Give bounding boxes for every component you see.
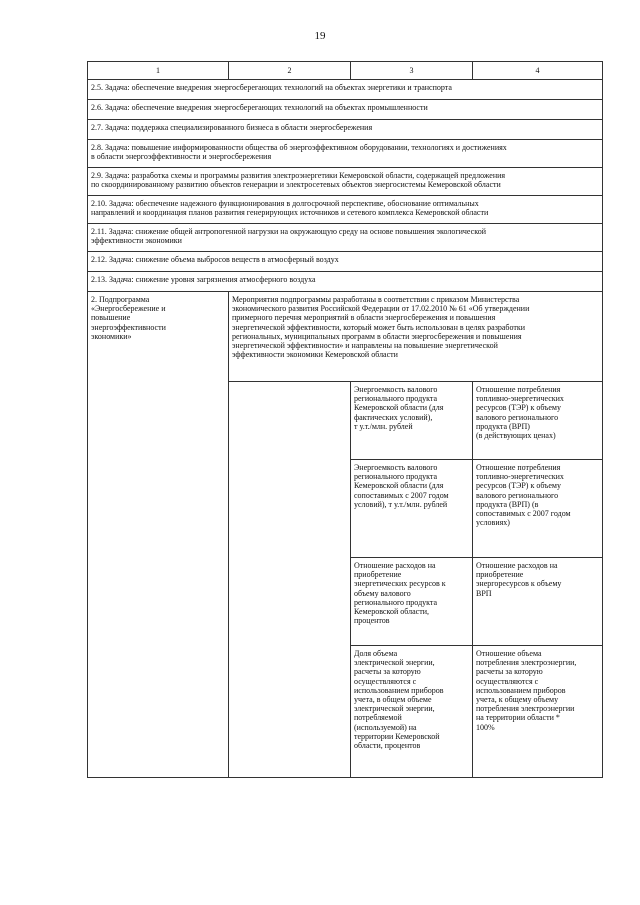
task-row (88, 168, 603, 196)
indicator-4-formula: Отношение объема потребления электроэнергии, расчеты за которую осуществляются с использованием приборов учета, к общему объему потребления электроэнергии на территории области * 100% (473, 646, 603, 778)
task-row (88, 140, 603, 168)
indicator-1-formula: Отношение потребления топливно-энергетических ресурсов (ТЭР) к объему валового регионального продукта (ВРП) (в действующих ценах) (473, 382, 603, 460)
task-row (88, 252, 603, 272)
indicator-2-name: Энергоемкость валового регионального продукта Кемеровской области (для сопоставимых с 2007 годом условий), т у.т./млн. рублей (351, 460, 473, 558)
header-col-1: 1 (88, 62, 229, 80)
subprogram-name: 2. Подпрограмма «Энергосбережение и повышение энергоэффективности экономики» (88, 292, 229, 778)
indicator-3-formula: Отношение расходов на приобретение энергоресурсов к объему ВРП (473, 558, 603, 646)
subprogram-description: Мероприятия подпрограммы разработаны в соответствии с приказом Министерства экономического развития Российской Федерации от 17.02.2010 № 61 «Об утверждении примерного перечня мероприятий в области энергосбережения и повышения энергетической эффективности, который может быть использован в целях разработки региональных, муниципальных программ в области энергосбережения и повышения энергетической эффективности» и направлены на повышение энергетической эффективности экономики Кемеровской области (229, 292, 603, 382)
task-2-9: 2.9. Задача: разработка схемы и программы развития электроэнергетики Кемеровской области, содержащей предложения по скоординированному развитию объектов генерации и электросетевых объектов энергосистемы Кемеровской области (88, 168, 603, 196)
task-2-5: 2.5. Задача: обеспечение внедрения энергосберегающих технологий на объектах энергетики и транспорта (88, 80, 603, 100)
indicator-1-name: Энергоемкость валового регионального продукта Кемеровской области (для фактических условий), т у.т./млн. рублей (351, 382, 473, 460)
task-row (88, 272, 603, 292)
task-row (88, 196, 603, 224)
indicator-4-name: Доля объема электрической энергии, расчеты за которую осуществляются с использованием приборов учета, в общем объеме электрической энергии, потребляемой (используемой) на территории Кемеровской области, процентов (351, 646, 473, 778)
empty-cell (229, 382, 351, 778)
program-table (87, 61, 603, 778)
header-row (88, 62, 603, 80)
task-2-11: 2.11. Задача: снижение общей антропогенной нагрузки на окружающую среду на основе повышения экологической эффективности экономики (88, 224, 603, 252)
page-number: 19 (314, 30, 326, 42)
task-row (88, 120, 603, 140)
header-col-3: 3 (351, 62, 473, 80)
task-row (88, 100, 603, 120)
subprogram-row (88, 292, 603, 382)
header-col-4: 4 (473, 62, 603, 80)
indicator-2-formula: Отношение потребления топливно-энергетических ресурсов (ТЭР) к объему валового регионального продукта (ВРП) (в сопоставимых с 2007 годом условиях) (473, 460, 603, 558)
task-2-8: 2.8. Задача: повышение информированности общества об энергоэффективном оборудовании, технологиях и достижениях в области энергоэффективности и энергосбережения (88, 140, 603, 168)
task-2-6: 2.6. Задача: обеспечение внедрения энергосберегающих технологий на объектах промышленности (88, 100, 603, 120)
indicator-3-name: Отношение расходов на приобретение энергетических ресурсов к объему валового регионального продукта Кемеровской области, процентов (351, 558, 473, 646)
header-col-2: 2 (229, 62, 351, 80)
task-2-13: 2.13. Задача: снижение уровня загрязнения атмосферного воздуха (88, 272, 603, 292)
task-2-10: 2.10. Задача: обеспечение надежного функционирования в долгосрочной перспективе, обоснование оптимальных направлений и координация планов развития генерирующих источников и сетевого комплекса Кемеровской области (88, 196, 603, 224)
task-2-12: 2.12. Задача: снижение объема выбросов веществ в атмосферный воздух (88, 252, 603, 272)
task-row (88, 224, 603, 252)
task-2-7: 2.7. Задача: поддержка специализированного бизнеса в области энергосбережения (88, 120, 603, 140)
task-row (88, 80, 603, 100)
